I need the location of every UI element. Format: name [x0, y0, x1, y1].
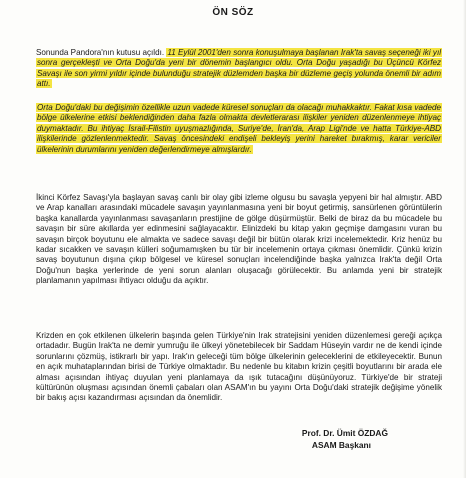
body-text: İkinci Körfez Savaşı'yla başlayan savaş canlı bir olay gibi izleme olgusu bu savaşla yepyeni bir hal almıştır. ABD ve Arap kanalları arasındaki mücadele savaşın yayınlanmasına yeni bir boyut getirmiş, sansürlenen görüntülerin başka kanallarda yayınlanması savaşanların prestijine de gölge düşürmüştür. Belki de biraz da bu mücadele bu savaşın bir süre akıllarda yer edinmesini sağlayacaktır. Elinizdeki bu kitap yakın geçmişe damgasını vuran bu savaşın birçok boyutunu ele almakta ve sadece savaşı değil bir bütün olarak krizi incelemektedir. Kriz henüz bu kadar sıcakken ve savaşın külleri soğumamışken bu tür bir incelemenin ortaya çıkması önemlidir. Çünkü krizin savaş boyutunun dışına çıkıp bölgesel ve küresel sonuçları incelendiğinde başka yalnızca Irak'ta değil Orta Doğu'nun başka yerlerinde de yeni sorun alanları oluşacağı görülecektir. Bu anlamda yeni bir stratejik planlamanın yapılması ihtiyacı olduğu da açıktır.	[36, 193, 442, 286]
paragraph-4	[36, 331, 442, 404]
paragraph-2	[36, 103, 442, 155]
signature-organization: ASAM Başkanı	[311, 440, 371, 450]
highlighted-text: Orta Doğu'daki bu değişimin özellikle uzun vadede küresel sonuçları da olacağı muhakkaktır. Fakat kısa vadede bölge ülkelerine etkisi beklendiğinden daha fazla olmakta devletlerarası ilişkiler yeniden düzenlenmeye ihtiyaç duymaktadır. Bu ihtiyaç İsrail-Filistin uyuşmazlığında, Suriye'de, İran'da, Arap Ligi'nde ve hatta Türkiye-ABD ilişkilerinde gözlenlenmektedir. Savaş öncesindeki endişeli bekleyiş yerini hareket bırakmış, karar vericiler ülkelerinin durumlarını yeniden değerlendirmeye almışlardır.	[37, 103, 441, 154]
paragraph-1	[36, 48, 442, 90]
body-text: Krizden en çok etkilenen ülkelerin başında gelen Türkiye'nin Irak stratejisini yeniden düzenlemesi gereği açıkça ortadadır. Bugün Irak'ta ne demir yumruğu ile ülkeyi yönetebilecek bir Saddam Hüseyin vardır ne de kendi içinde sorunlarını çözmüş, istikrarlı bir yapı. Irak'ın geleceği tüm bölge ülkelerinin geleceklerini de etkileyecektir. Bunun en açık muhataplarından birisi de Türkiye olmaktadır. Bu nedenle bu kitabın krizin çeşitli boyutlarını bir arada ele alması açısından ihtiyaç duyulan yeni planlamaya da ışık tutacağını düşünüyoruz. Türkiye'de bir strateji kültürünün oluşması açısından önemli çabaları olan ASAM'ın bu yayını Orta Doğu'daki stratejik değişime yönelik bir bakış açısı kazandırması açısından da önemlidir.	[36, 331, 442, 403]
highlighted-text: 11 Eylül 2001'den sonra konuşulmaya başlanan Irak'ta savaş seçeneği iki yıl sonra gerçekleşti ve Orta Doğu'da yeni bir dönemin başlangıcı oldu. Orta Doğu yaşadığı bu Üçüncü Körfez Savaşı ile son yirmi yıldır içinde bulunduğu stratejik düzlemden başka bir düzleme geçiş yolunda önemli bir adım attı.	[37, 48, 441, 89]
body-text: Sonunda Pandora'nın kutusu açıldı.	[36, 48, 167, 57]
paragraph-3	[36, 193, 442, 287]
signature-name: Prof. Dr. Ümit ÖZDAĞ	[301, 428, 388, 438]
page-title: ÖN SÖZ	[212, 7, 254, 18]
